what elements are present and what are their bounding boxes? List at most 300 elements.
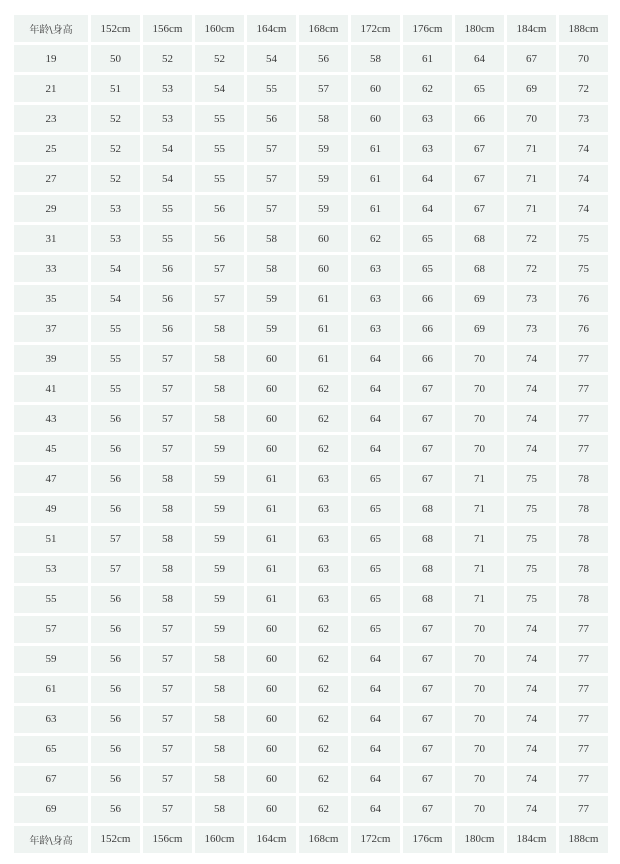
height-header-cell: 188cm bbox=[559, 826, 608, 853]
age-cell: 69 bbox=[14, 796, 88, 823]
height-header-cell: 152cm bbox=[91, 15, 140, 42]
age-cell: 43 bbox=[14, 405, 88, 432]
weight-cell: 63 bbox=[299, 556, 348, 583]
weight-cell: 59 bbox=[247, 285, 296, 312]
weight-cell: 56 bbox=[247, 105, 296, 132]
age-cell: 67 bbox=[14, 766, 88, 793]
table-row bbox=[14, 375, 608, 402]
weight-cell: 70 bbox=[455, 646, 504, 673]
weight-cell: 67 bbox=[507, 45, 556, 72]
weight-cell: 56 bbox=[91, 616, 140, 643]
weight-cell: 64 bbox=[351, 345, 400, 372]
weight-cell: 61 bbox=[351, 135, 400, 162]
weight-cell: 74 bbox=[507, 345, 556, 372]
weight-cell: 58 bbox=[195, 796, 244, 823]
weight-cell: 64 bbox=[351, 676, 400, 703]
weight-cell: 62 bbox=[299, 646, 348, 673]
weight-cell: 56 bbox=[91, 435, 140, 462]
weight-cell: 55 bbox=[247, 75, 296, 102]
weight-cell: 63 bbox=[403, 105, 452, 132]
weight-cell: 66 bbox=[403, 315, 452, 342]
weight-cell: 56 bbox=[143, 255, 192, 282]
height-header-cell: 180cm bbox=[455, 15, 504, 42]
height-weight-table bbox=[11, 12, 611, 856]
height-header-cell: 156cm bbox=[143, 826, 192, 853]
weight-cell: 52 bbox=[195, 45, 244, 72]
weight-cell: 67 bbox=[403, 676, 452, 703]
weight-cell: 66 bbox=[403, 285, 452, 312]
weight-cell: 75 bbox=[559, 225, 608, 252]
weight-cell: 72 bbox=[559, 75, 608, 102]
weight-cell: 75 bbox=[507, 586, 556, 613]
height-header-cell: 156cm bbox=[143, 15, 192, 42]
height-header-cell: 184cm bbox=[507, 826, 556, 853]
table-row bbox=[14, 45, 608, 72]
weight-cell: 69 bbox=[455, 285, 504, 312]
weight-cell: 77 bbox=[559, 766, 608, 793]
weight-cell: 71 bbox=[455, 556, 504, 583]
weight-cell: 53 bbox=[91, 225, 140, 252]
weight-cell: 70 bbox=[455, 375, 504, 402]
table-body bbox=[14, 15, 608, 853]
age-cell: 63 bbox=[14, 706, 88, 733]
weight-cell: 59 bbox=[195, 435, 244, 462]
age-cell: 55 bbox=[14, 586, 88, 613]
weight-cell: 68 bbox=[403, 556, 452, 583]
weight-cell: 74 bbox=[507, 405, 556, 432]
weight-cell: 59 bbox=[195, 616, 244, 643]
weight-cell: 53 bbox=[143, 75, 192, 102]
table-row bbox=[14, 225, 608, 252]
weight-cell: 74 bbox=[559, 195, 608, 222]
weight-cell: 56 bbox=[299, 45, 348, 72]
table-row bbox=[14, 435, 608, 462]
weight-cell: 63 bbox=[299, 496, 348, 523]
weight-cell: 60 bbox=[247, 706, 296, 733]
weight-cell: 65 bbox=[351, 556, 400, 583]
weight-cell: 67 bbox=[403, 405, 452, 432]
weight-cell: 56 bbox=[91, 586, 140, 613]
weight-cell: 61 bbox=[299, 345, 348, 372]
weight-cell: 74 bbox=[507, 435, 556, 462]
height-header-cell: 172cm bbox=[351, 826, 400, 853]
weight-cell: 75 bbox=[507, 526, 556, 553]
weight-cell: 60 bbox=[351, 105, 400, 132]
weight-cell: 70 bbox=[455, 345, 504, 372]
weight-cell: 57 bbox=[247, 195, 296, 222]
weight-cell: 70 bbox=[455, 616, 504, 643]
weight-cell: 74 bbox=[507, 736, 556, 763]
height-header-cell: 184cm bbox=[507, 15, 556, 42]
weight-cell: 70 bbox=[455, 676, 504, 703]
weight-cell: 61 bbox=[247, 526, 296, 553]
weight-cell: 77 bbox=[559, 345, 608, 372]
weight-cell: 60 bbox=[247, 766, 296, 793]
weight-cell: 60 bbox=[299, 255, 348, 282]
weight-cell: 67 bbox=[403, 646, 452, 673]
weight-cell: 71 bbox=[507, 135, 556, 162]
table-row bbox=[14, 496, 608, 523]
weight-cell: 56 bbox=[143, 285, 192, 312]
weight-cell: 50 bbox=[91, 45, 140, 72]
age-cell: 33 bbox=[14, 255, 88, 282]
weight-cell: 78 bbox=[559, 556, 608, 583]
weight-cell: 60 bbox=[351, 75, 400, 102]
weight-cell: 57 bbox=[143, 706, 192, 733]
weight-cell: 60 bbox=[247, 676, 296, 703]
weight-cell: 70 bbox=[507, 105, 556, 132]
weight-cell: 71 bbox=[455, 526, 504, 553]
weight-cell: 78 bbox=[559, 496, 608, 523]
weight-cell: 67 bbox=[403, 375, 452, 402]
weight-cell: 60 bbox=[247, 736, 296, 763]
weight-cell: 61 bbox=[247, 465, 296, 492]
weight-cell: 54 bbox=[247, 45, 296, 72]
height-header-cell: 164cm bbox=[247, 826, 296, 853]
weight-cell: 63 bbox=[403, 135, 452, 162]
weight-cell: 61 bbox=[247, 496, 296, 523]
weight-cell: 58 bbox=[195, 345, 244, 372]
weight-cell: 55 bbox=[195, 105, 244, 132]
weight-cell: 67 bbox=[455, 195, 504, 222]
weight-cell: 52 bbox=[91, 165, 140, 192]
age-cell: 61 bbox=[14, 676, 88, 703]
weight-cell: 61 bbox=[247, 586, 296, 613]
weight-cell: 77 bbox=[559, 676, 608, 703]
age-cell: 23 bbox=[14, 105, 88, 132]
weight-cell: 61 bbox=[299, 285, 348, 312]
weight-cell: 54 bbox=[91, 285, 140, 312]
weight-cell: 57 bbox=[195, 285, 244, 312]
weight-cell: 59 bbox=[195, 496, 244, 523]
weight-cell: 65 bbox=[455, 75, 504, 102]
weight-cell: 55 bbox=[91, 345, 140, 372]
weight-cell: 58 bbox=[195, 676, 244, 703]
weight-cell: 60 bbox=[247, 646, 296, 673]
weight-cell: 57 bbox=[195, 255, 244, 282]
weight-cell: 63 bbox=[351, 255, 400, 282]
weight-cell: 61 bbox=[351, 165, 400, 192]
weight-cell: 72 bbox=[507, 255, 556, 282]
age-cell: 39 bbox=[14, 345, 88, 372]
weight-cell: 56 bbox=[91, 796, 140, 823]
weight-cell: 60 bbox=[247, 375, 296, 402]
age-cell: 49 bbox=[14, 496, 88, 523]
weight-cell: 62 bbox=[299, 796, 348, 823]
weight-cell: 68 bbox=[403, 586, 452, 613]
table-row bbox=[14, 556, 608, 583]
weight-cell: 70 bbox=[455, 766, 504, 793]
weight-cell: 57 bbox=[91, 556, 140, 583]
table-row bbox=[14, 646, 608, 673]
weight-cell: 59 bbox=[247, 315, 296, 342]
weight-cell: 61 bbox=[299, 315, 348, 342]
weight-cell: 57 bbox=[247, 135, 296, 162]
weight-cell: 58 bbox=[195, 405, 244, 432]
weight-cell: 59 bbox=[299, 165, 348, 192]
weight-cell: 57 bbox=[143, 766, 192, 793]
weight-cell: 57 bbox=[91, 526, 140, 553]
height-header-cell: 188cm bbox=[559, 15, 608, 42]
weight-cell: 75 bbox=[507, 465, 556, 492]
weight-cell: 57 bbox=[143, 405, 192, 432]
weight-cell: 54 bbox=[91, 255, 140, 282]
weight-cell: 56 bbox=[91, 766, 140, 793]
weight-cell: 64 bbox=[351, 435, 400, 462]
age-cell: 53 bbox=[14, 556, 88, 583]
weight-cell: 55 bbox=[143, 195, 192, 222]
weight-cell: 65 bbox=[403, 225, 452, 252]
weight-cell: 56 bbox=[195, 225, 244, 252]
table-row bbox=[14, 135, 608, 162]
weight-cell: 66 bbox=[403, 345, 452, 372]
weight-cell: 54 bbox=[143, 165, 192, 192]
weight-cell: 56 bbox=[91, 405, 140, 432]
weight-cell: 73 bbox=[559, 105, 608, 132]
weight-cell: 69 bbox=[455, 315, 504, 342]
weight-cell: 67 bbox=[403, 435, 452, 462]
weight-cell: 74 bbox=[507, 706, 556, 733]
height-header-cell: 164cm bbox=[247, 15, 296, 42]
weight-cell: 58 bbox=[247, 255, 296, 282]
weight-cell: 72 bbox=[507, 225, 556, 252]
weight-cell: 58 bbox=[195, 736, 244, 763]
table-row bbox=[14, 616, 608, 643]
height-header-cell: 160cm bbox=[195, 826, 244, 853]
weight-cell: 55 bbox=[91, 315, 140, 342]
weight-cell: 63 bbox=[299, 586, 348, 613]
weight-cell: 74 bbox=[507, 375, 556, 402]
weight-cell: 57 bbox=[143, 796, 192, 823]
age-cell: 47 bbox=[14, 465, 88, 492]
weight-cell: 70 bbox=[455, 736, 504, 763]
table-row bbox=[14, 75, 608, 102]
weight-cell: 57 bbox=[143, 646, 192, 673]
weight-cell: 65 bbox=[351, 616, 400, 643]
weight-cell: 63 bbox=[299, 465, 348, 492]
weight-cell: 51 bbox=[91, 75, 140, 102]
weight-cell: 67 bbox=[403, 796, 452, 823]
weight-cell: 64 bbox=[351, 736, 400, 763]
weight-cell: 67 bbox=[455, 135, 504, 162]
weight-cell: 58 bbox=[195, 375, 244, 402]
weight-cell: 60 bbox=[247, 345, 296, 372]
weight-cell: 58 bbox=[195, 766, 244, 793]
height-header-cell: 160cm bbox=[195, 15, 244, 42]
weight-cell: 74 bbox=[507, 766, 556, 793]
table-row bbox=[14, 405, 608, 432]
age-cell: 29 bbox=[14, 195, 88, 222]
weight-cell: 74 bbox=[559, 135, 608, 162]
weight-cell: 64 bbox=[351, 405, 400, 432]
weight-cell: 56 bbox=[91, 706, 140, 733]
weight-cell: 76 bbox=[559, 315, 608, 342]
weight-cell: 67 bbox=[403, 465, 452, 492]
weight-cell: 53 bbox=[143, 105, 192, 132]
weight-cell: 62 bbox=[299, 706, 348, 733]
weight-cell: 77 bbox=[559, 616, 608, 643]
weight-cell: 63 bbox=[351, 315, 400, 342]
height-header-cell: 152cm bbox=[91, 826, 140, 853]
weight-cell: 68 bbox=[455, 255, 504, 282]
table-row bbox=[14, 796, 608, 823]
weight-cell: 68 bbox=[403, 526, 452, 553]
weight-cell: 78 bbox=[559, 526, 608, 553]
weight-cell: 75 bbox=[559, 255, 608, 282]
weight-cell: 57 bbox=[143, 736, 192, 763]
weight-cell: 67 bbox=[403, 766, 452, 793]
height-header-cell: 168cm bbox=[299, 826, 348, 853]
weight-cell: 56 bbox=[91, 496, 140, 523]
weight-cell: 59 bbox=[195, 586, 244, 613]
weight-cell: 77 bbox=[559, 375, 608, 402]
table-row bbox=[14, 195, 608, 222]
weight-cell: 58 bbox=[143, 496, 192, 523]
weight-cell: 58 bbox=[195, 315, 244, 342]
weight-cell: 77 bbox=[559, 646, 608, 673]
age-cell: 25 bbox=[14, 135, 88, 162]
age-cell: 45 bbox=[14, 435, 88, 462]
weight-cell: 64 bbox=[351, 796, 400, 823]
weight-cell: 62 bbox=[299, 435, 348, 462]
height-header-cell: 176cm bbox=[403, 15, 452, 42]
weight-cell: 65 bbox=[351, 526, 400, 553]
weight-cell: 60 bbox=[299, 225, 348, 252]
table-row bbox=[14, 526, 608, 553]
weight-cell: 77 bbox=[559, 435, 608, 462]
weight-cell: 56 bbox=[91, 736, 140, 763]
weight-cell: 62 bbox=[299, 375, 348, 402]
weight-cell: 78 bbox=[559, 586, 608, 613]
weight-cell: 56 bbox=[91, 646, 140, 673]
weight-cell: 70 bbox=[455, 706, 504, 733]
table-row bbox=[14, 706, 608, 733]
weight-cell: 75 bbox=[507, 496, 556, 523]
table-row bbox=[14, 285, 608, 312]
age-cell: 31 bbox=[14, 225, 88, 252]
weight-cell: 62 bbox=[299, 616, 348, 643]
weight-cell: 74 bbox=[507, 676, 556, 703]
weight-cell: 65 bbox=[351, 465, 400, 492]
weight-cell: 53 bbox=[91, 195, 140, 222]
weight-cell: 73 bbox=[507, 315, 556, 342]
weight-cell: 74 bbox=[507, 616, 556, 643]
corner-label: 年龄\身高 bbox=[14, 15, 88, 42]
weight-cell: 74 bbox=[507, 796, 556, 823]
weight-cell: 70 bbox=[559, 45, 608, 72]
weight-cell: 71 bbox=[507, 195, 556, 222]
weight-cell: 64 bbox=[351, 706, 400, 733]
weight-cell: 70 bbox=[455, 405, 504, 432]
weight-cell: 70 bbox=[455, 796, 504, 823]
weight-cell: 62 bbox=[403, 75, 452, 102]
table-row bbox=[14, 736, 608, 763]
weight-cell: 62 bbox=[299, 766, 348, 793]
weight-cell: 77 bbox=[559, 405, 608, 432]
age-cell: 57 bbox=[14, 616, 88, 643]
weight-cell: 55 bbox=[143, 225, 192, 252]
weight-cell: 65 bbox=[403, 255, 452, 282]
weight-cell: 73 bbox=[507, 285, 556, 312]
age-cell: 37 bbox=[14, 315, 88, 342]
weight-cell: 62 bbox=[351, 225, 400, 252]
weight-cell: 64 bbox=[403, 165, 452, 192]
weight-cell: 62 bbox=[299, 736, 348, 763]
table-row bbox=[14, 766, 608, 793]
age-cell: 59 bbox=[14, 646, 88, 673]
weight-cell: 66 bbox=[455, 105, 504, 132]
weight-cell: 67 bbox=[403, 736, 452, 763]
weight-cell: 57 bbox=[143, 375, 192, 402]
weight-cell: 56 bbox=[91, 465, 140, 492]
weight-cell: 58 bbox=[247, 225, 296, 252]
weight-cell: 74 bbox=[507, 646, 556, 673]
weight-cell: 68 bbox=[403, 496, 452, 523]
weight-cell: 57 bbox=[143, 676, 192, 703]
weight-cell: 64 bbox=[351, 375, 400, 402]
weight-cell: 52 bbox=[143, 45, 192, 72]
weight-cell: 58 bbox=[195, 706, 244, 733]
weight-cell: 71 bbox=[455, 586, 504, 613]
weight-cell: 58 bbox=[143, 465, 192, 492]
weight-cell: 54 bbox=[195, 75, 244, 102]
weight-cell: 64 bbox=[455, 45, 504, 72]
weight-cell: 64 bbox=[351, 766, 400, 793]
table-row bbox=[14, 105, 608, 132]
weight-cell: 58 bbox=[351, 45, 400, 72]
weight-cell: 64 bbox=[351, 646, 400, 673]
height-header-cell: 180cm bbox=[455, 826, 504, 853]
weight-cell: 61 bbox=[247, 556, 296, 583]
weight-cell: 62 bbox=[299, 676, 348, 703]
weight-cell: 78 bbox=[559, 465, 608, 492]
weight-cell: 60 bbox=[247, 405, 296, 432]
footer-row bbox=[14, 826, 608, 853]
height-header-cell: 168cm bbox=[299, 15, 348, 42]
weight-cell: 62 bbox=[299, 405, 348, 432]
weight-cell: 77 bbox=[559, 736, 608, 763]
weight-cell: 52 bbox=[91, 105, 140, 132]
table-row bbox=[14, 315, 608, 342]
weight-cell: 64 bbox=[403, 195, 452, 222]
weight-cell: 61 bbox=[403, 45, 452, 72]
weight-cell: 57 bbox=[143, 435, 192, 462]
weight-cell: 59 bbox=[195, 556, 244, 583]
height-header-cell: 172cm bbox=[351, 15, 400, 42]
header-row bbox=[14, 15, 608, 42]
weight-cell: 55 bbox=[91, 375, 140, 402]
weight-cell: 57 bbox=[247, 165, 296, 192]
weight-cell: 65 bbox=[351, 586, 400, 613]
weight-cell: 58 bbox=[195, 646, 244, 673]
weight-cell: 67 bbox=[403, 706, 452, 733]
weight-cell: 69 bbox=[507, 75, 556, 102]
weight-cell: 77 bbox=[559, 796, 608, 823]
weight-cell: 58 bbox=[143, 586, 192, 613]
weight-cell: 59 bbox=[299, 195, 348, 222]
age-cell: 35 bbox=[14, 285, 88, 312]
age-cell: 21 bbox=[14, 75, 88, 102]
weight-cell: 59 bbox=[195, 465, 244, 492]
weight-cell: 60 bbox=[247, 796, 296, 823]
weight-cell: 60 bbox=[247, 435, 296, 462]
height-header-cell: 176cm bbox=[403, 826, 452, 853]
weight-cell: 56 bbox=[143, 315, 192, 342]
weight-cell: 58 bbox=[299, 105, 348, 132]
age-cell: 41 bbox=[14, 375, 88, 402]
weight-cell: 58 bbox=[143, 526, 192, 553]
weight-cell: 60 bbox=[247, 616, 296, 643]
